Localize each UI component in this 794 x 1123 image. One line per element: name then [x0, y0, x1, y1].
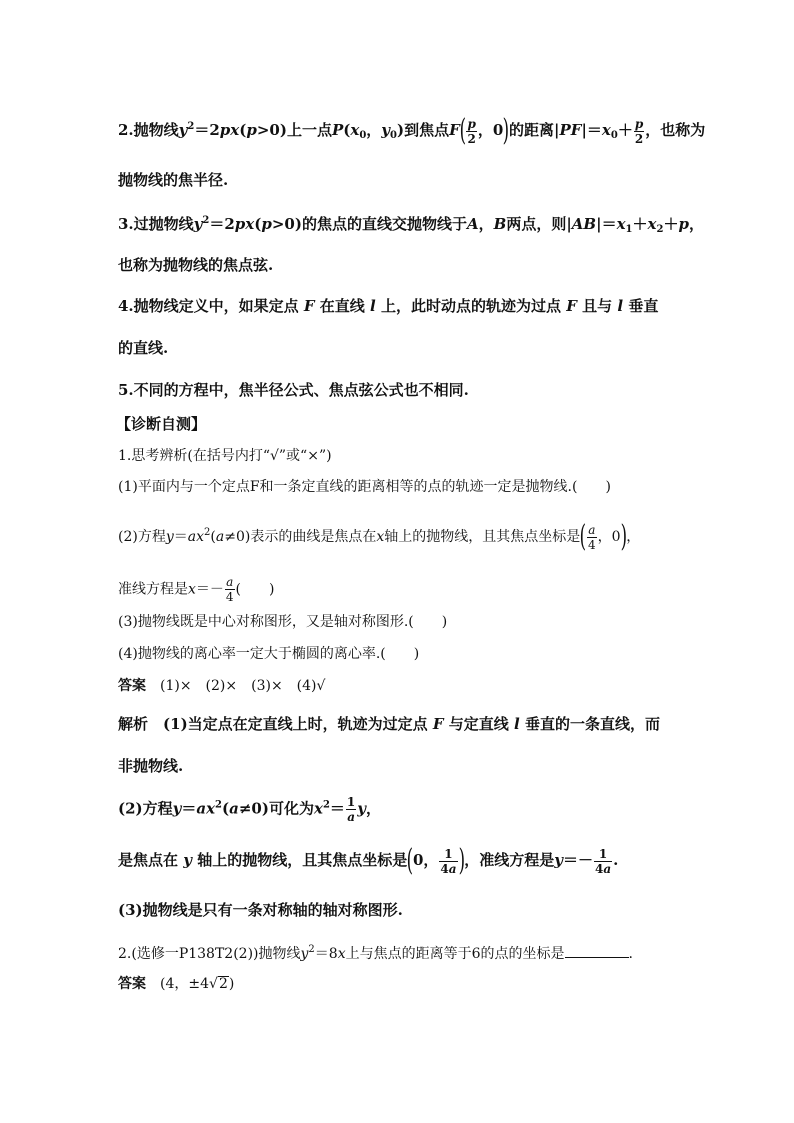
property-4-line: 4.抛物线定义中，如果定点 F 在直线 l 上，此时动点的轨迹为过点 F 且与 l 垂直 [118, 297, 659, 315]
property-5-line: 5.不同的方程中，焦半径公式、焦点弦公式也不相同. [118, 381, 469, 399]
property-4-cont: 的直线. [118, 339, 169, 357]
question-1-item-2-cont: 准线方程是x＝－ $\frac{a}{4}$ ( ) [118, 575, 275, 604]
analysis-1-cont: 非抛物线. [118, 757, 184, 775]
question-1-item-3: (3)抛物线既是中心对称图形，又是轴对称图形.( ) [118, 614, 448, 630]
question-2: 2.(选修一P138T2(2))抛物线$y^2=8x$上与焦点的距离等于6的点的坐标是 . [118, 944, 633, 962]
analysis-2: (2)方程$y=ax^2(a\ne 0)$可化为$x^2=$ $\frac{1}{a}$ y， [118, 795, 382, 824]
answer-1: 答案 (1)× (2)× (3)× (4)√ [118, 678, 326, 694]
property-2-line: 2.抛物线$y^2=2px(p>0)$上一点$P(x_0$，$y_0$)到焦点F( $\frac{p}{2}$ ，0)的距离$|PF|=x_0+$ $\frac{p}{2}$ ，也称为 [118, 113, 706, 148]
answer-blank [565, 943, 629, 958]
question-1-item-1: (1)平面内与一个定点F和一条定直线的距离相等的点的轨迹一定是抛物线.( ) [118, 479, 611, 495]
property-2-cont: 抛物线的焦半径. [118, 171, 229, 189]
sqrt-symbol: √ [209, 976, 218, 992]
property-3-line: 3.过抛物线$y^2=2px(p>0)$的焦点的直线交抛物线于A，B两点，则$|AB|=x_1+x_2+p$， [118, 215, 704, 235]
analysis-3: (3)抛物线是只有一条对称轴的轴对称图形. [118, 901, 403, 919]
section-heading: 【诊断自测】 [116, 415, 207, 433]
answer-2: 答案 (4，±4√2) [118, 976, 235, 992]
property-3-cont: 也称为抛物线的焦点弦. [118, 256, 274, 274]
question-1-title: 1.思考辨析(在括号内打“√”或“×”) [118, 448, 332, 464]
analysis-1: 解析 (1)当定点在定直线上时，轨迹为过定点 F 与定直线 l 垂直的一条直线，而 [118, 715, 660, 733]
question-1-item-4: (4)抛物线的离心率一定大于椭圆的离心率.( ) [118, 646, 420, 662]
question-1-item-2: (2)方程$y=ax^2(a\ne 0)$表示的曲线是焦点在x轴上的抛物线，且其焦点坐标是( $\frac{a}{4}$ ，0)， [118, 519, 641, 554]
analysis-2-cont: 是焦点在 y 轴上的抛物线，且其焦点坐标是(0， $\frac{1}{4a}$ )，准线方程是y＝－ $\frac{1}{4a}$ . [118, 843, 619, 878]
